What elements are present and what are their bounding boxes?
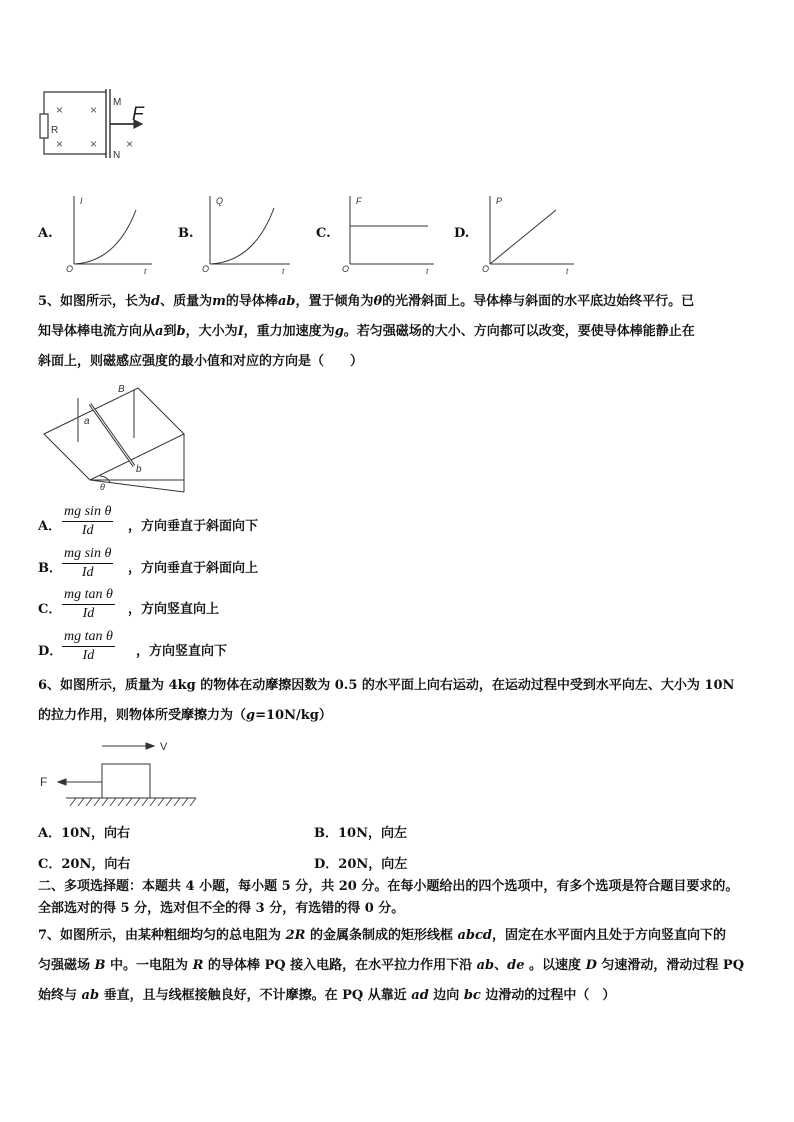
graph-f-vs-t: [336, 192, 440, 274]
option-a-label[interactable]: A.: [38, 226, 53, 241]
graph-axis-y-label: F: [356, 196, 362, 206]
graph-axis-y-label: I: [80, 196, 83, 206]
rod-end-label-m: M: [113, 97, 122, 108]
graph-q-vs-t: [196, 192, 296, 274]
q6-option-b[interactable]: B．10N，向左: [314, 826, 407, 841]
q6-stem-line2: 的拉力作用，则物体所受摩擦力为（g=10N/kg）: [38, 708, 332, 723]
rail-circuit-diagram: [38, 86, 158, 166]
q5-option-d-text: ，方向竖直向下: [136, 644, 228, 659]
field-cross: ×: [56, 103, 64, 117]
q6-option-d[interactable]: D．20N，向左: [314, 857, 408, 872]
q5-option-c-fraction: $\frac{\text{mg tan θ}}{Id}$: [64, 587, 113, 621]
incline-diagram: [38, 380, 198, 498]
graph-i-vs-t: [58, 192, 158, 274]
q5-option-b-fraction: $\frac{\text{mg sin θ}}{Id}$: [64, 546, 112, 580]
graph-axis-y-label: P: [496, 196, 503, 206]
field-cross: ×: [90, 137, 98, 151]
graph-axis-x-label: t: [144, 267, 147, 274]
q5-stem-line1: 5、如图所示，长为d、质量为m的导体棒ab，置于倾角为θ的光滑斜面上。导体棒与斜面的水平底边始终平行。已: [38, 294, 695, 309]
force-label: F: [132, 104, 144, 125]
q5-option-b-letter[interactable]: B．: [38, 561, 62, 576]
q5-stem-line3: 斜面上，则磁感应强度的最小值和对应的方向是（ ）: [38, 354, 364, 369]
section-two-instructions-line2: 全部选对的得 5 分，选对但不全的得 3 分，有选错的得 0 分。: [38, 901, 405, 916]
rod-end-b-label: b: [136, 464, 142, 475]
q5-option-a-letter[interactable]: A．: [38, 519, 62, 534]
field-b-label: B: [118, 384, 125, 395]
q7-stem-line1: 7、如图所示，由某种粗细均匀的总电阻为 2R 的金属条制成的矩形线框 abcd，固定在水平面内且处于方向竖直向下的: [38, 928, 727, 943]
field-cross: ×: [56, 137, 64, 151]
q5-option-b-text: ，方向垂直于斜面向上: [128, 561, 259, 576]
graph-origin-label: O: [202, 264, 210, 274]
graph-axis-x-label: t: [282, 267, 285, 274]
field-cross: ×: [90, 103, 98, 117]
option-d-label[interactable]: D.: [454, 226, 470, 241]
q5-option-a-fraction: $\frac{\text{mg sin θ}}{Id}$: [64, 504, 112, 538]
option-c-label[interactable]: C.: [316, 226, 331, 241]
q5-option-d-fraction: $\frac{\text{mg tan θ}}{Id}$: [64, 629, 113, 663]
graph-origin-label: O: [482, 264, 490, 274]
q6-option-a[interactable]: A．10N，向右: [38, 826, 131, 841]
q5-option-c-text: ，方向竖直向上: [128, 602, 220, 617]
rod-end-a-label: a: [84, 416, 90, 427]
field-cross: ×: [126, 137, 134, 151]
q6-stem-line1: 6、如图所示，质量为 4kg 的物体在动摩擦因数为 0.5 的水平面上向右运动，在运动过程中受到水平向左、大小为 10N: [38, 678, 735, 693]
graph-origin-label: O: [342, 264, 350, 274]
graph-axis-y-label: Q: [216, 196, 224, 206]
q5-stem-line2: 知导体棒电流方向从a到b，大小为I，重力加速度为g。若匀强磁场的大小、方向都可以改变，要使导体棒能静止在: [38, 324, 695, 339]
graph-origin-label: O: [66, 264, 74, 274]
pull-force-label: F: [40, 775, 48, 789]
q5-option-a-text: ，方向垂直于斜面向下: [128, 519, 259, 534]
graph-axis-x-label: t: [566, 267, 569, 274]
resistor-label: R: [51, 125, 59, 136]
q5-option-c-letter[interactable]: C．: [38, 602, 62, 617]
option-b-label[interactable]: B.: [178, 226, 194, 241]
graph-p-vs-t: [476, 192, 580, 274]
block-on-floor-diagram: [36, 736, 202, 808]
q7-stem-line3: 始终与 ab 垂直，且与线框接触良好，不计摩擦。在 PQ 从靠近 ad 边向 bc 边滑动的过程中（ ）: [38, 988, 616, 1003]
q5-option-d-letter[interactable]: D．: [38, 644, 63, 659]
graph-axis-x-label: t: [426, 267, 429, 274]
rod-end-label-n: N: [113, 150, 121, 161]
angle-theta-label: θ: [100, 482, 105, 492]
q6-option-c[interactable]: C．20N，向右: [38, 857, 131, 872]
velocity-label: V: [160, 741, 168, 753]
section-two-instructions-line1: 二、多项选择题：本题共 4 小题，每小题 5 分，共 20 分。在每小题给出的四个选项中，有多个选项是符合题目要求的。: [38, 879, 739, 894]
q7-stem-line2: 匀强磁场 B 中。一电阻为 R 的导体棒 PQ 接入电路，在水平拉力作用下沿 ab、de 。以速度 D 匀速滑动，滑动过程 PQ: [38, 958, 745, 973]
